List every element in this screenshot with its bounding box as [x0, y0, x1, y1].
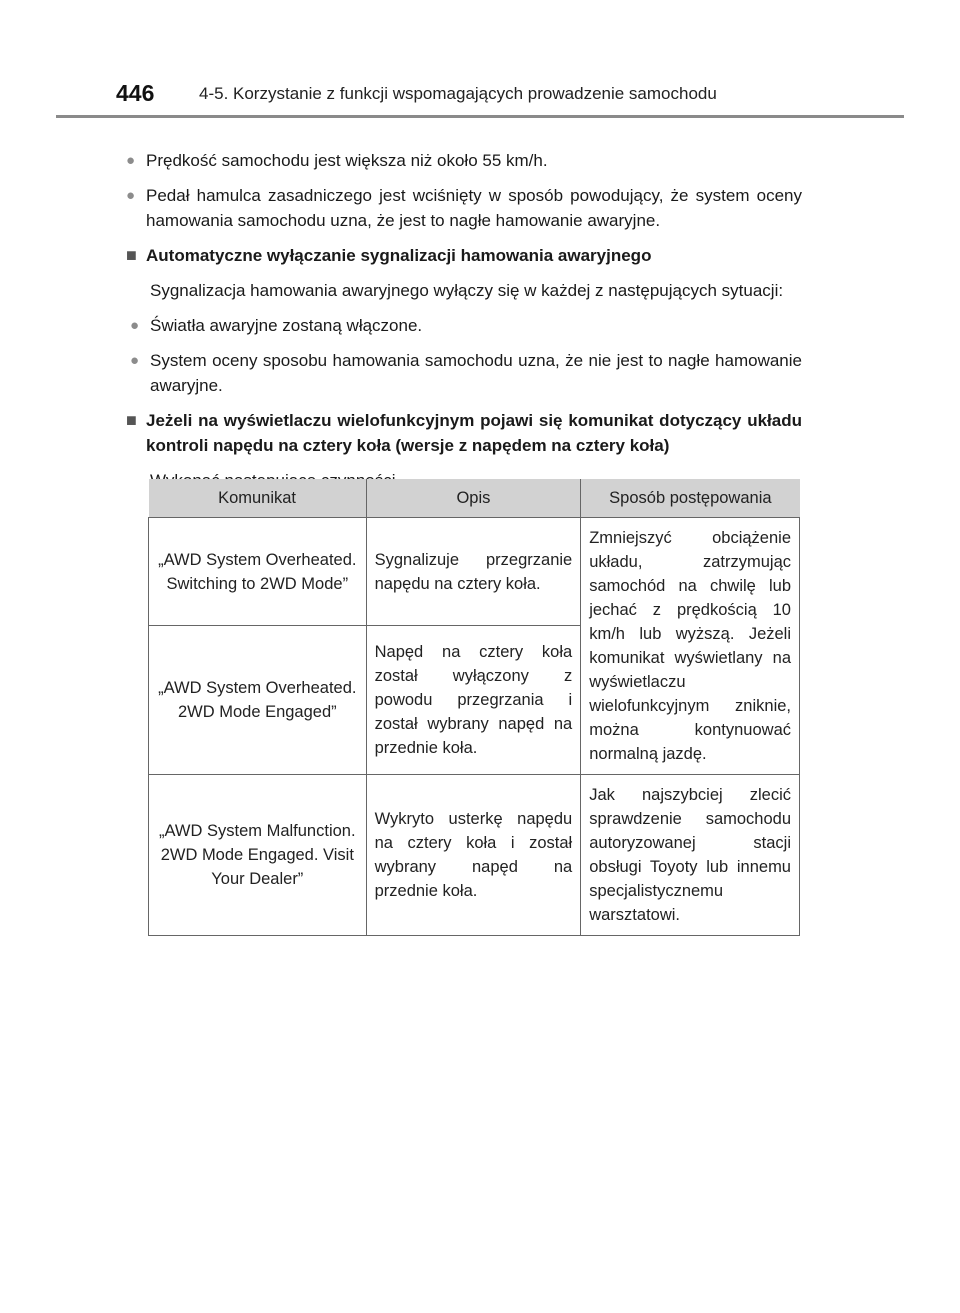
section-heading [126, 408, 802, 458]
table-row [149, 518, 800, 626]
column-header: Komunikat [149, 479, 367, 518]
page-number: 446 [116, 80, 155, 106]
bullet-item [126, 348, 802, 398]
circle-bullet-icon: ● [130, 352, 140, 369]
bullet-item [126, 313, 802, 338]
circle-bullet-icon: ● [130, 317, 140, 334]
section-heading-text: Automatyczne wyłączanie sygnalizacji hamowania awaryjnego [146, 246, 652, 265]
column-header: Opis [366, 479, 581, 518]
page-header [116, 80, 906, 118]
bullet-text: Prędkość samochodu jest większa niż około 55 km/h. [146, 151, 548, 170]
section-heading [126, 243, 802, 268]
header-divider [56, 115, 904, 118]
description-cell: Sygnalizuje przegrzanie napędu na cztery koła. [366, 518, 581, 626]
description-cell: Wykryto usterkę napędu na cztery koła i został wybrany napęd na przednie koła. [366, 775, 581, 936]
circle-bullet-icon: ● [126, 152, 136, 169]
bullet-text: Pedał hamulca zasadniczego jest wciśnięty w sposób powodujący, że system oceny hamowania samochodu uzna, że jest to nagłe hamowanie awaryjne. [146, 186, 802, 230]
page-content [126, 148, 802, 503]
section-intro: Sygnalizacja hamowania awaryjnego wyłączy się w każdej z następujących sytuacji: [150, 281, 784, 300]
table-row [149, 775, 800, 936]
column-header: Sposób postępowania [581, 479, 800, 518]
circle-bullet-icon: ● [126, 187, 136, 204]
chapter-title: 4-5. Korzystanie z funkcji wspomagających prowadzenie samochodu [199, 84, 717, 103]
table-header-row [149, 479, 800, 518]
square-bullet-icon: ■ [126, 245, 137, 265]
square-bullet-icon: ■ [126, 410, 137, 430]
description-cell: Napęd na cztery koła został wyłączony z powodu przegrzania i został wybrany napęd na przednie koła. [366, 626, 581, 775]
bullet-item [126, 183, 802, 233]
bullet-item [126, 148, 802, 173]
action-cell: Jak najszybciej zlecić sprawdzenie samochodu autoryzowanej stacji obsługi Toyoty lub innemu specjalistycznemu warsztatowi. [581, 775, 800, 936]
message-cell: „AWD System Overheated. Switching to 2WD Mode” [149, 518, 367, 626]
action-cell: Zmniejszyć obciążenie układu, zatrzymując samochód na chwilę lub jechać z prędkością 10 km/h lub wyższą. Jeżeli komunikat wyświetlany na wyświetlaczu wielofunkcyjnym zniknie, można kontynuować normalną jazdę. [581, 518, 800, 775]
section-heading-text: Jeżeli na wyświetlaczu wielofunkcyjnym pojawi się komunikat dotyczący układu kontroli napędu na cztery koła (wersje z napędem na cztery koła) [146, 411, 802, 455]
bullet-text: Światła awaryjne zostaną włączone. [150, 316, 423, 335]
message-cell: „AWD System Overheated. 2WD Mode Engaged” [149, 626, 367, 775]
message-cell: „AWD System Malfunction. 2WD Mode Engaged. Visit Your Dealer” [149, 775, 367, 936]
awd-message-table [148, 479, 800, 936]
bullet-text: System oceny sposobu hamowania samochodu uzna, że nie jest to nagłe hamowanie awaryjne. [150, 351, 802, 395]
